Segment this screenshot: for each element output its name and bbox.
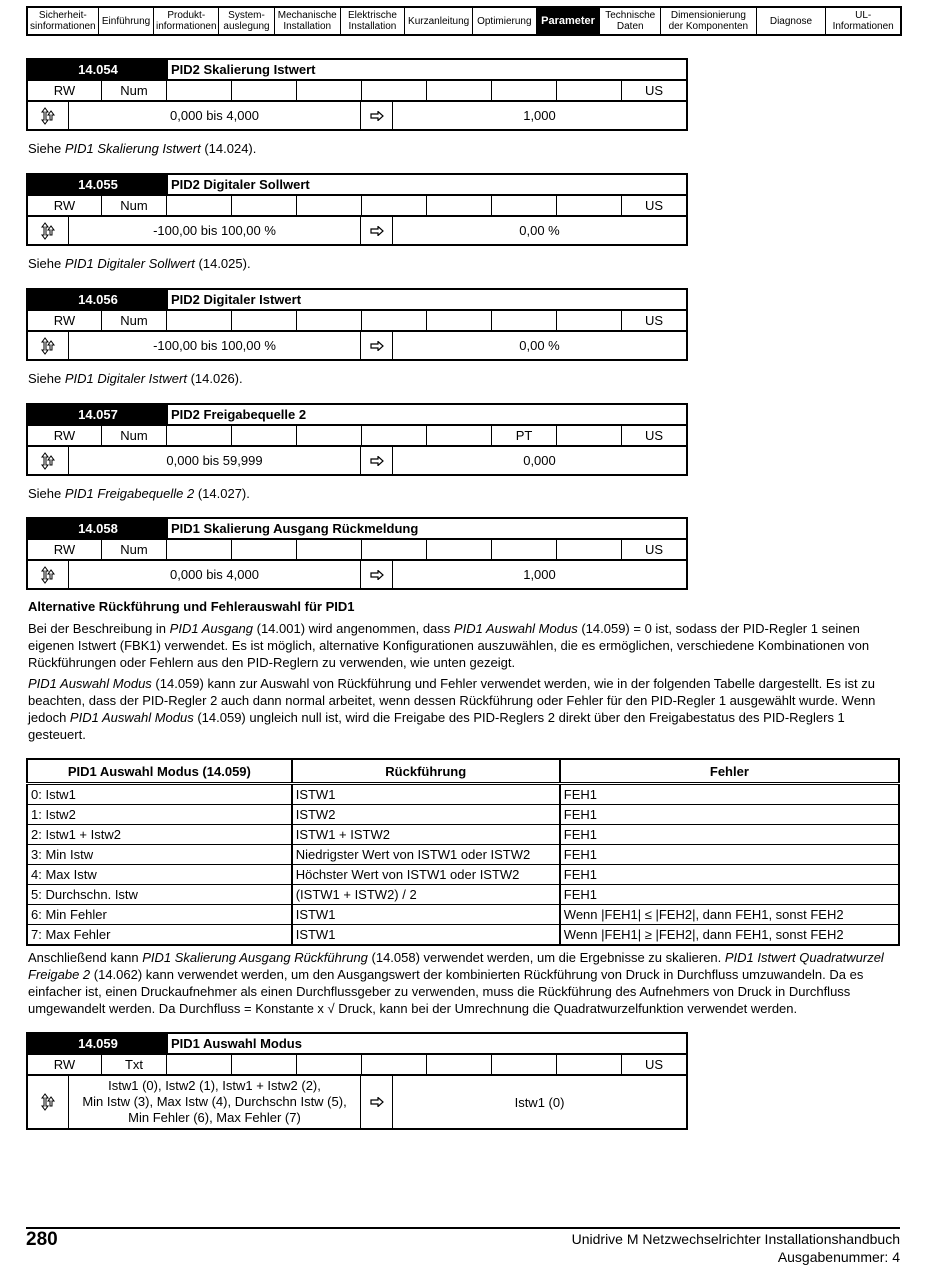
parameter-reference: PID1 Auswahl Modus [69, 710, 194, 725]
table-row [27, 845, 899, 865]
parameter-range: 0,000 bis 4,000 [69, 561, 361, 588]
parameter-flag [492, 1055, 557, 1074]
bidirectional-icon [28, 332, 69, 359]
note-text: Siehe [28, 486, 65, 501]
parameter-14-057 [26, 403, 688, 476]
table-header-cell: PID1 Auswahl Modus (14.059) [27, 759, 292, 784]
parameter-title-bar [26, 1032, 688, 1055]
parameter-flag: Num [102, 311, 167, 330]
table-cell: Höchster Wert von ISTW1 oder ISTW2 [292, 865, 560, 885]
parameter-flag: US [644, 1057, 664, 1072]
parameter-flag: PT [492, 426, 557, 445]
table-cell: ISTW2 [292, 805, 560, 825]
parameter-flag [167, 196, 232, 215]
parameter-flag [427, 311, 492, 330]
nav-tab[interactable]: Parameter [537, 8, 601, 34]
note-text: (14.024). [200, 141, 257, 156]
parameter-flag [297, 311, 362, 330]
nav-tab[interactable]: Produkt- informationen [154, 8, 219, 34]
parameter-flag [492, 311, 557, 330]
parameter-default: 1,000 [523, 108, 556, 123]
parameter-default: 0,00 % [519, 338, 560, 353]
nav-tab[interactable]: Kurzanleitung [405, 8, 473, 34]
parameter-title-bar [26, 517, 688, 540]
default-arrow-icon [361, 1076, 393, 1128]
parameter-flag [362, 81, 427, 100]
nav-tab[interactable]: Diagnose [757, 8, 827, 34]
parameter-flag [557, 311, 622, 330]
parameter-flag [167, 81, 232, 100]
paragraph-text: (14.059) = 0 ist, sodass der PID-Regler 1 seinen eigenen Istwert (FBK1) verwendet. Es ist möglich, alternative Konfigurationen auszuwählen, die es ermöglichen, verschiedene Kombinationen von Rückführungen oder Fehlern aus den PID-Reglern zu verwenden, wie unten gezeigt. [28, 621, 870, 670]
table-cell: (ISTW1 + ISTW2) / 2 [292, 885, 560, 905]
parameter-value-row [26, 1074, 688, 1130]
parameter-number: 14.058 [28, 519, 168, 538]
bidirectional-icon [28, 1076, 69, 1128]
default-arrow-icon [361, 332, 393, 359]
table-cell: ISTW1 [292, 925, 560, 946]
parameter-flag: Txt [102, 1055, 167, 1074]
table-cell: FEH1 [560, 784, 899, 805]
parameter-flag: Num [102, 540, 167, 559]
parameter-name: PID1 Skalierung Ausgang Rückmeldung [171, 521, 419, 536]
section-paragraph-1 [28, 620, 900, 671]
section-paragraph-3 [28, 949, 900, 1017]
mode-selection-table [26, 758, 900, 946]
table-header-row [27, 759, 899, 784]
parameter-note [28, 485, 900, 502]
note-text: Siehe [28, 256, 65, 271]
parameter-flag [427, 540, 492, 559]
parameter-flag [362, 540, 427, 559]
note-reference: PID1 Freigabequelle 2 [64, 486, 195, 501]
parameter-flag [362, 311, 427, 330]
parameter-name: PID2 Freigabequelle 2 [171, 407, 307, 422]
parameter-value-row [26, 100, 688, 131]
parameter-number: 14.056 [28, 290, 168, 309]
parameter-range: -100,00 bis 100,00 % [69, 217, 361, 244]
nav-tab[interactable]: Sicherheit- sinformationen [28, 8, 99, 34]
table-cell: FEH1 [560, 805, 899, 825]
parameter-flag [557, 540, 622, 559]
parameter-default: 0,000 [523, 453, 556, 468]
table-header-cell: Rückführung [292, 759, 560, 784]
section-heading: Alternative Rückführung und Fehlerauswahl für PID1 [28, 599, 355, 614]
parameter-number: 14.055 [28, 175, 168, 194]
table-cell: ISTW1 [292, 905, 560, 925]
parameter-flags-row [26, 1055, 688, 1074]
parameter-flag: US [644, 428, 664, 443]
paragraph-text: (14.001) wird angenommen, dass [253, 621, 454, 636]
parameter-flag [232, 81, 297, 100]
bidirectional-icon [28, 102, 69, 129]
table-cell: Niedrigster Wert von ISTW1 oder ISTW2 [292, 845, 560, 865]
parameter-flag [167, 540, 232, 559]
paragraph-text: (14.058) verwendet werden, um die Ergebnisse zu skalieren. [367, 950, 725, 965]
parameter-flags-row [26, 311, 688, 330]
table-row [27, 805, 899, 825]
parameter-reference: PID1 Auswahl Modus [28, 676, 152, 691]
table-cell: 2: Istw1 + Istw2 [27, 825, 292, 845]
parameter-flag: RW [28, 311, 102, 330]
note-reference: PID1 Digitaler Istwert [64, 371, 187, 386]
top-navigation [26, 6, 902, 36]
parameter-flag: RW [28, 426, 102, 445]
footer-rule [26, 1227, 900, 1229]
parameter-flag [492, 540, 557, 559]
parameter-flag [167, 426, 232, 445]
parameter-flag: Num [102, 196, 167, 215]
parameter-flag: US [644, 542, 664, 557]
parameter-number: 14.059 [28, 1034, 168, 1053]
parameter-flag: US [644, 198, 664, 213]
parameter-note [28, 140, 900, 157]
parameter-flag: Num [102, 81, 167, 100]
table-row [27, 865, 899, 885]
parameter-flag [232, 426, 297, 445]
parameter-value-row [26, 445, 688, 476]
parameter-flag: Num [102, 426, 167, 445]
parameter-range: 0,000 bis 59,999 [69, 447, 361, 474]
parameter-name: PID2 Digitaler Istwert [171, 292, 302, 307]
document-issue: Ausgabenummer: 4 [777, 1249, 900, 1265]
note-text: Siehe [28, 141, 65, 156]
table-cell: 6: Min Fehler [27, 905, 292, 925]
table-cell: FEH1 [560, 825, 899, 845]
parameter-flag: RW [28, 81, 102, 100]
default-arrow-icon [361, 102, 393, 129]
parameter-reference: PID1 Ausgang [169, 621, 254, 636]
parameter-flag: RW [28, 196, 102, 215]
table-cell: Wenn |FEH1| ≥ |FEH2|, dann FEH1, sonst FEH2 [560, 925, 899, 946]
note-text: (14.026). [186, 371, 243, 386]
parameter-title-bar [26, 403, 688, 426]
parameter-reference: PID1 Auswahl Modus [453, 621, 578, 636]
parameter-default: 0,00 % [519, 223, 560, 238]
table-row [27, 784, 899, 805]
parameter-value-row [26, 559, 688, 590]
parameter-number: 14.057 [28, 405, 168, 424]
parameter-flag [492, 196, 557, 215]
parameter-title-bar [26, 288, 688, 311]
nav-tab[interactable]: Optimierung [473, 8, 537, 34]
table-cell: ISTW1 + ISTW2 [292, 825, 560, 845]
table-cell: 7: Max Fehler [31, 927, 111, 942]
parameter-flag [557, 81, 622, 100]
bidirectional-icon [28, 447, 69, 474]
paragraph-text: (14.059) ungleich null ist, wird die Freigabe des PID-Reglers 2 direkt über den Freigabestatus des PID-Reglers 1 gesteuert. [28, 710, 845, 742]
table-row [27, 925, 899, 946]
parameter-range: 0,000 bis 4,000 [69, 102, 361, 129]
parameter-14-059 [26, 1032, 688, 1130]
table-header-cell: Fehler [560, 759, 899, 784]
table-cell: ISTW1 [292, 784, 560, 805]
table-cell: 0: Istw1 [27, 784, 292, 805]
parameter-flag [557, 1055, 622, 1074]
nav-tab[interactable]: Dimensionierung der Komponenten [661, 8, 757, 34]
parameter-flag [297, 1055, 362, 1074]
nav-tab[interactable]: Einführung [99, 8, 155, 34]
default-arrow-icon [361, 561, 393, 588]
parameter-flag [362, 1055, 427, 1074]
bidirectional-icon [28, 217, 69, 244]
default-arrow-icon [361, 447, 393, 474]
parameter-name: PID2 Digitaler Sollwert [171, 177, 310, 192]
bidirectional-icon [28, 561, 69, 588]
parameter-range: Istw1 (0), Istw2 (1), Istw1 + Istw2 (2), Min Istw (3), Max Istw (4), Durchschn Istw (5), Min Fehler (6), Max Fehler (7) [69, 1076, 361, 1128]
default-arrow-icon [361, 217, 393, 244]
nav-tab[interactable]: Elektrische Installation [341, 8, 406, 34]
parameter-flag [362, 426, 427, 445]
table-cell: FEH1 [560, 865, 899, 885]
nav-tab[interactable]: Mechanische Installation [275, 8, 341, 34]
parameter-flag [167, 311, 232, 330]
parameter-range: -100,00 bis 100,00 % [69, 332, 361, 359]
parameter-note [28, 255, 900, 272]
note-text: (14.025). [194, 256, 251, 271]
parameter-number: 14.054 [28, 60, 168, 79]
parameter-flags-row [26, 426, 688, 445]
parameter-flag [427, 426, 492, 445]
parameter-flags-row [26, 81, 688, 100]
paragraph-text: (14.062) kann verwendet werden, um den Ausgangswert der kombinierten Rückführung von Druck in Durchfluss umzuwandeln. Da es einfacher ist, einen Druckaufnehmer als einen Durchflussgeber zu verwenden, muss die Rückführung des Aufnehmers von Druck in Durchfluss umgewandelt werden. Da Durchfluss = Konstante x √ Druck, kann bei der Umrechnung die Quadratwurzelfunktion verwendet werden. [28, 967, 864, 1016]
parameter-note [28, 370, 900, 387]
note-text: Siehe [28, 371, 65, 386]
parameter-flag [232, 311, 297, 330]
note-reference: PID1 Skalierung Istwert [64, 141, 201, 156]
parameter-name: PID2 Skalierung Istwert [171, 62, 316, 77]
table-cell: 5: Durchschn. Istw [27, 885, 292, 905]
parameter-default: 1,000 [523, 567, 556, 582]
parameter-value-row [26, 330, 688, 361]
table-cell: 3: Min Istw [27, 845, 292, 865]
parameter-flag: US [644, 83, 664, 98]
paragraph-text: Anschließend kann [28, 950, 143, 965]
table-cell: FEH1 [560, 845, 899, 865]
parameter-14-054 [26, 58, 688, 131]
parameter-14-055 [26, 173, 688, 246]
parameter-flags-row [26, 196, 688, 215]
paragraph-text: Bei der Beschreibung in [28, 621, 170, 636]
document-title: Unidrive M Netzwechselrichter Installationshandbuch [571, 1231, 900, 1247]
table-row [27, 885, 899, 905]
table-row [27, 905, 899, 925]
parameter-value-row [26, 215, 688, 246]
parameter-flag [232, 196, 297, 215]
paragraph-text: (14.059) kann zur Auswahl von Rückführung und Fehler verwendet werden, wie in der folgenden Tabelle dargestellt. Es ist zu beachten, dass der PID-Regler 2 auch dann normal arbeitet, wenn dessen Rückführung oder Fehler für den PID-Regler 1 ausgewählt wurde. Wenn jedoch [28, 676, 876, 725]
parameter-reference: PID1 Skalierung Ausgang Rückführung [142, 950, 368, 965]
table-cell: Wenn |FEH1| ≤ |FEH2|, dann FEH1, sonst FEH2 [560, 905, 899, 925]
parameter-flag: RW [28, 540, 102, 559]
parameter-name: PID1 Auswahl Modus [171, 1036, 302, 1051]
table-row [27, 825, 899, 845]
parameter-flags-row [26, 540, 688, 559]
note-reference: PID1 Digitaler Sollwert [64, 256, 195, 271]
parameter-14-056 [26, 288, 688, 361]
nav-tab[interactable]: Technische Daten [600, 8, 661, 34]
parameter-default: Istw1 (0) [514, 1094, 565, 1110]
parameter-flag [297, 196, 362, 215]
parameter-title-bar [26, 173, 688, 196]
parameter-flag [167, 1055, 232, 1074]
nav-tab[interactable]: System- auslegung [219, 8, 275, 34]
parameter-flag [557, 426, 622, 445]
nav-tab[interactable]: UL- Informationen [832, 10, 894, 32]
parameter-flag: US [644, 313, 664, 328]
note-text: (14.027). [194, 486, 250, 501]
parameter-flag [232, 540, 297, 559]
parameter-flag [297, 426, 362, 445]
parameter-flag [297, 540, 362, 559]
parameter-flag: RW [28, 1055, 102, 1074]
table-cell: FEH1 [560, 885, 899, 905]
parameter-flag [232, 1055, 297, 1074]
parameter-flag [297, 81, 362, 100]
section-paragraph-2 [28, 675, 900, 743]
page-number: 280 [26, 1229, 58, 1250]
parameter-flag [427, 1055, 492, 1074]
parameter-flag [427, 196, 492, 215]
parameter-reference: PID1 Istwert Quadratwurzel Freigabe 2 [28, 950, 884, 982]
parameter-flag [427, 81, 492, 100]
table-cell: 1: Istw2 [27, 805, 292, 825]
table-cell: 4: Max Istw [27, 865, 292, 885]
parameter-14-058 [26, 517, 688, 590]
parameter-title-bar [26, 58, 688, 81]
parameter-flag [557, 196, 622, 215]
parameter-flag [492, 81, 557, 100]
parameter-flag [362, 196, 427, 215]
